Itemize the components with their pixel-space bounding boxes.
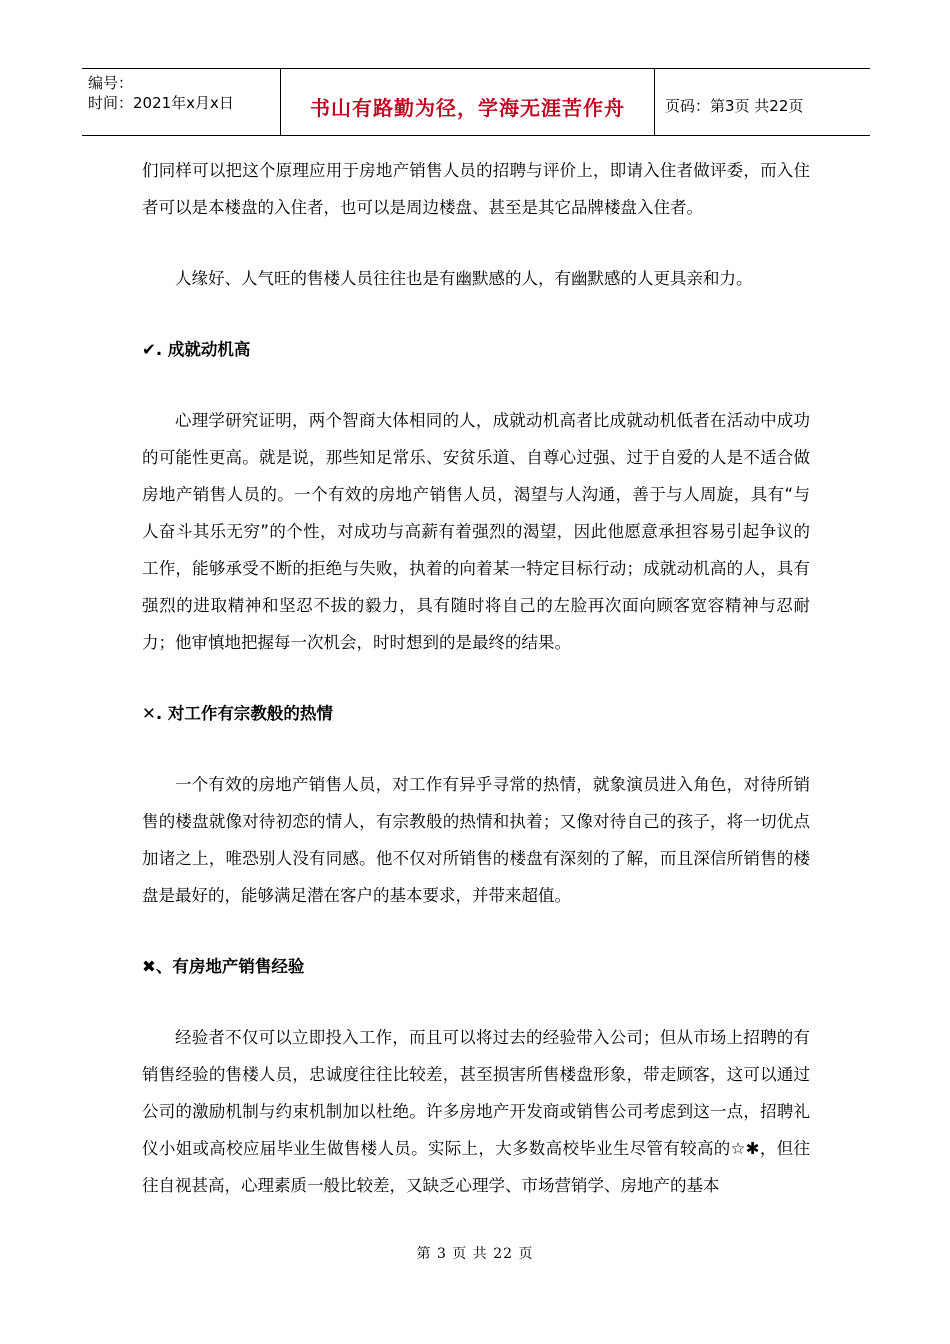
header-table xyxy=(82,68,870,136)
paragraph-5: 经验者不仅可以立即投入工作，而且可以将过去的经验带入公司；但从市场上招聘的有销售经验的售楼人员，忠诚度往往比较差，甚至损害所售楼盘形象，带走顾客，这可以通过公司的激励机制与约束机制加以杜绝。许多房地产开发商或销售公司考虑到这一点，招聘礼仪小姐或高校应届毕业生做售楼人员。实际上，大多数高校毕业生尽管有较高的☆✱，但往往自视甚高，心理素质一般比较差，又缺乏心理学、市场营销学、房地产的基本 xyxy=(142,1028,810,1195)
date-label: 时间：2021年x月x日 xyxy=(88,94,234,112)
header-meta xyxy=(82,69,281,135)
page-footer: 第 3 页 共 22 页 xyxy=(416,1246,534,1262)
header-page-info: 页码：第3页 共22页 xyxy=(665,96,804,115)
document-body xyxy=(142,152,810,1204)
paragraph-2: 人缘好、人气旺的售楼人员往往也是有幽默感的人，有幽默感的人更具亲和力。 xyxy=(175,269,753,288)
heading-achievement: ✔. 成就动机高 xyxy=(142,340,251,359)
heading-experience: ✖、有房地产销售经验 xyxy=(142,957,305,976)
heading-passion: ✕. 对工作有宗教般的热情 xyxy=(142,704,333,723)
number-label: 编号： xyxy=(88,74,134,92)
header-motto: 书山有路勤为径，学海无涯苦作舟 xyxy=(281,69,655,135)
paragraph-4: 一个有效的房地产销售人员，对工作有异乎寻常的热情，就象演员进入角色，对待所销售的楼盘就像对待初恋的情人，有宗教般的热情和执着；又像对待自己的孩子，将一切优点加诸之上，唯恐别人没有同感。他不仅对所销售的楼盘有深刻的了解，而且深信所销售的楼盘是最好的，能够满足潜在客户的基本要求，并带来超值。 xyxy=(142,775,810,905)
paragraph-1: 们同样可以把这个原理应用于房地产销售人员的招聘与评价上，即请入住者做评委，而入住者可以是本楼盘的入住者，也可以是周边楼盘、甚至是其它品牌楼盘入住者。 xyxy=(142,161,810,217)
paragraph-3: 心理学研究证明，两个智商大体相同的人，成就动机高者比成就动机低者在活动中成功的可能性更高。就是说，那些知足常乐、安贫乐道、自尊心过强、过于自爱的人是不适合做房地产销售人员的。一个有效的房地产销售人员，渴望与人沟通，善于与人周旋，具有“与人奋斗其乐无穷”的个性，对成功与高薪有着强烈的渴望，因此他愿意承担容易引起争议的工作，能够承受不断的拒绝与失败，执着的向着某一特定目标行动；成就动机高的人，具有强烈的进取精神和坚忍不拔的毅力，具有随时将自己的左脸再次面向顾客宽容精神与忍耐力；他审慎地把握每一次机会，时时想到的是最终的结果。 xyxy=(142,411,810,652)
